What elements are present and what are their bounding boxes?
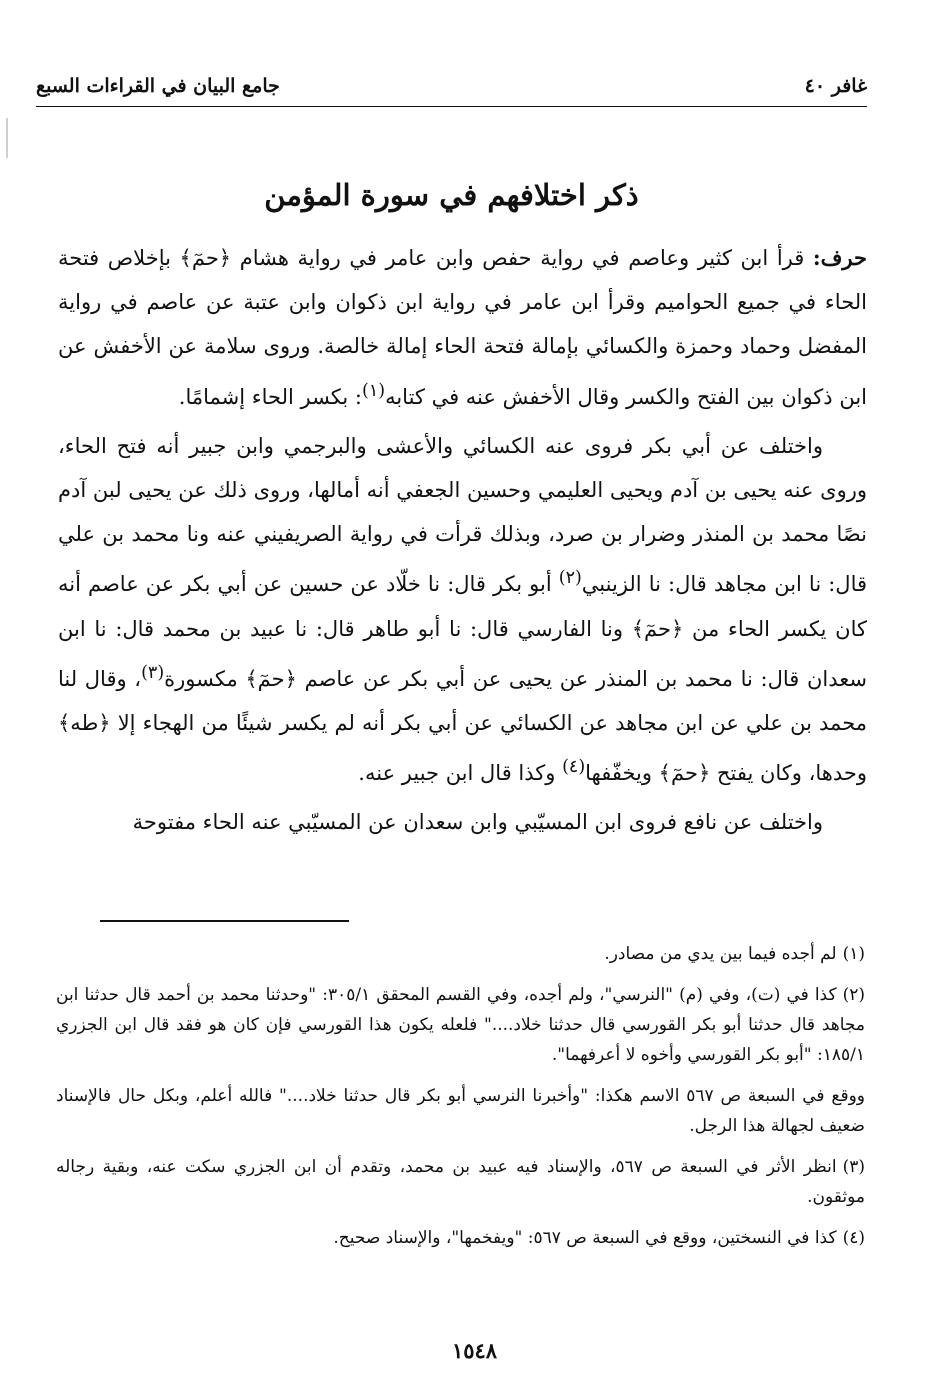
footnote-text: ووقع في السبعة ص ٥٦٧ الاسم هكذا: "وأخبرنا النرسي أبو بكر قال حدثنا خلاد...." فالله أعلم، وبكل حال فالإسناد ضعيف لجهالة هذا الرجل. xyxy=(56,1086,865,1136)
footnote-text: لم أجده فيما بين يدي من مصادر. xyxy=(604,944,837,964)
footnote-ref-3[interactable]: (٣) xyxy=(141,662,165,683)
footnote-2 xyxy=(56,980,865,1070)
header-surah-label: غافر ٤٠ xyxy=(804,75,867,97)
footnote-number: (١) xyxy=(842,944,865,964)
main-text xyxy=(58,236,867,850)
footnote-text: كذا في النسختين، ووقع في السبعة ص ٥٦٧: "ويفخمها"، والإسناد صحيح. xyxy=(333,1228,837,1248)
paragraph-2 xyxy=(58,424,867,796)
paragraph-2-text: واختلف عن أبي بكر فروى عنه الكسائي والأعشى والبرجمي وابن جبير أنه فتح الحاء، وروى عنه يحيى بن آدم ويحيى العليمي وحسين الجعفي أنه أمالها، وروى ذلك عن يحيى لبن آدم نصًا محمد بن المنذر وضرار بن صرد، وبذلك قرأت في رواية الصريفيني عنه ونا محمد بن علي قال: نا ابن مجاهد قال: نا الزينبي xyxy=(58,433,868,597)
footnote-ref-2[interactable]: (٢) xyxy=(558,568,582,589)
footnote-number: (٢) xyxy=(842,985,865,1005)
paragraph-lead-word: حرف: xyxy=(812,245,867,270)
footnote-1 xyxy=(56,939,865,969)
paragraph-1 xyxy=(58,236,867,419)
paragraph-1-text: قرأ ابن كثير وعاصم في رواية حفص وابن عامر في رواية هشام ﴿حمٓ﴾ بإخلاص فتحة الحاء في جميع الحواميم وقرأ ابن عامر في رواية ابن ذكوان وابن عتبة عن عاصم في رواية المفضل وحماد وحمزة والكسائي بإمالة فتحة الحاء إمالة خالصة. وروى سلامة عن الأخفش عن ابن ذكوان بين الفتح والكسر وقال الأخفش عنه في كتابه xyxy=(58,246,867,409)
footnote-number: (٣) xyxy=(842,1157,865,1177)
paragraph-2-tail-2: ، وقال لنا محمد بن علي عن ابن مجاهد عن الكسائي عن أبي بكر أنه لم يكسر شيئًا من الهجاء إلا ﴿طه﴾ وحدها، وكان يفتح ﴿حمٓ﴾ ويخفّفها xyxy=(58,666,867,786)
paragraph-2-tail-3: وكذا قال ابن جبير عنه. xyxy=(358,761,563,786)
footnote-number: (٤) xyxy=(842,1228,865,1248)
header-book-title: جامع البيان في القراءات السبع xyxy=(36,75,280,97)
footnote-text: انظر الأثر في السبعة ص ٥٦٧، والإسناد فيه عبيد بن محمد، وتقدم أن ابن الجزري سكت عنه، وبقية رجاله موثقون. xyxy=(56,1157,865,1207)
paragraph-3: واختلف عن نافع فروى ابن المسيّبي وابن سعدان عن المسيّبي عنه الحاء مفتوحة xyxy=(132,810,823,835)
running-header xyxy=(36,66,867,107)
footnote-text: كذا في (ت)، وفي (م) "النرسي"، ولم أجده، وفي القسم المحقق ٣٠٥/١: "وحدثنا محمد بن أحمد قال حدثنا ابن مجاهد قال حدثنا أبو بكر القورسي قال حدثنا خلاد...." فلعله يكون هذا القورسي فإن كان هو فقد قال ابن الجزري ١٨٥/١: "أبو بكر القورسي وأخوه لا أعرفهما". xyxy=(56,985,865,1065)
scan-margin-mark xyxy=(6,118,8,158)
footnote-3 xyxy=(56,1152,865,1212)
paragraph-2-tail: أبو بكر قال: نا خلّاد عن حسين عن أبي بكر عن عاصم أنه كان يكسر الحاء من ﴿حمٓ﴾ ونا الفارسي قال: نا أبو طاهر قال: نا عبيد بن محمد قال: نا ابن سعدان قال: نا محمد بن المنذر عن يحيى عن أبي بكر عن عاصم ﴿حمٓ﴾ مكسورة xyxy=(58,572,867,691)
page-number: ١٥٤٨ xyxy=(451,1338,498,1363)
paragraph-1-tail: : بكسر الحاء إشمامًا. xyxy=(178,384,362,409)
footnote-4 xyxy=(56,1223,865,1253)
section-title: ذكر اختلافهم في سورة المؤمن xyxy=(264,178,639,212)
footnotes xyxy=(56,939,865,1264)
footnote-separator xyxy=(100,920,349,922)
footnote-ref-1[interactable]: (١) xyxy=(362,380,386,401)
footnote-ref-4[interactable]: (٤) xyxy=(562,757,586,778)
footnote-2-continued xyxy=(56,1081,865,1141)
